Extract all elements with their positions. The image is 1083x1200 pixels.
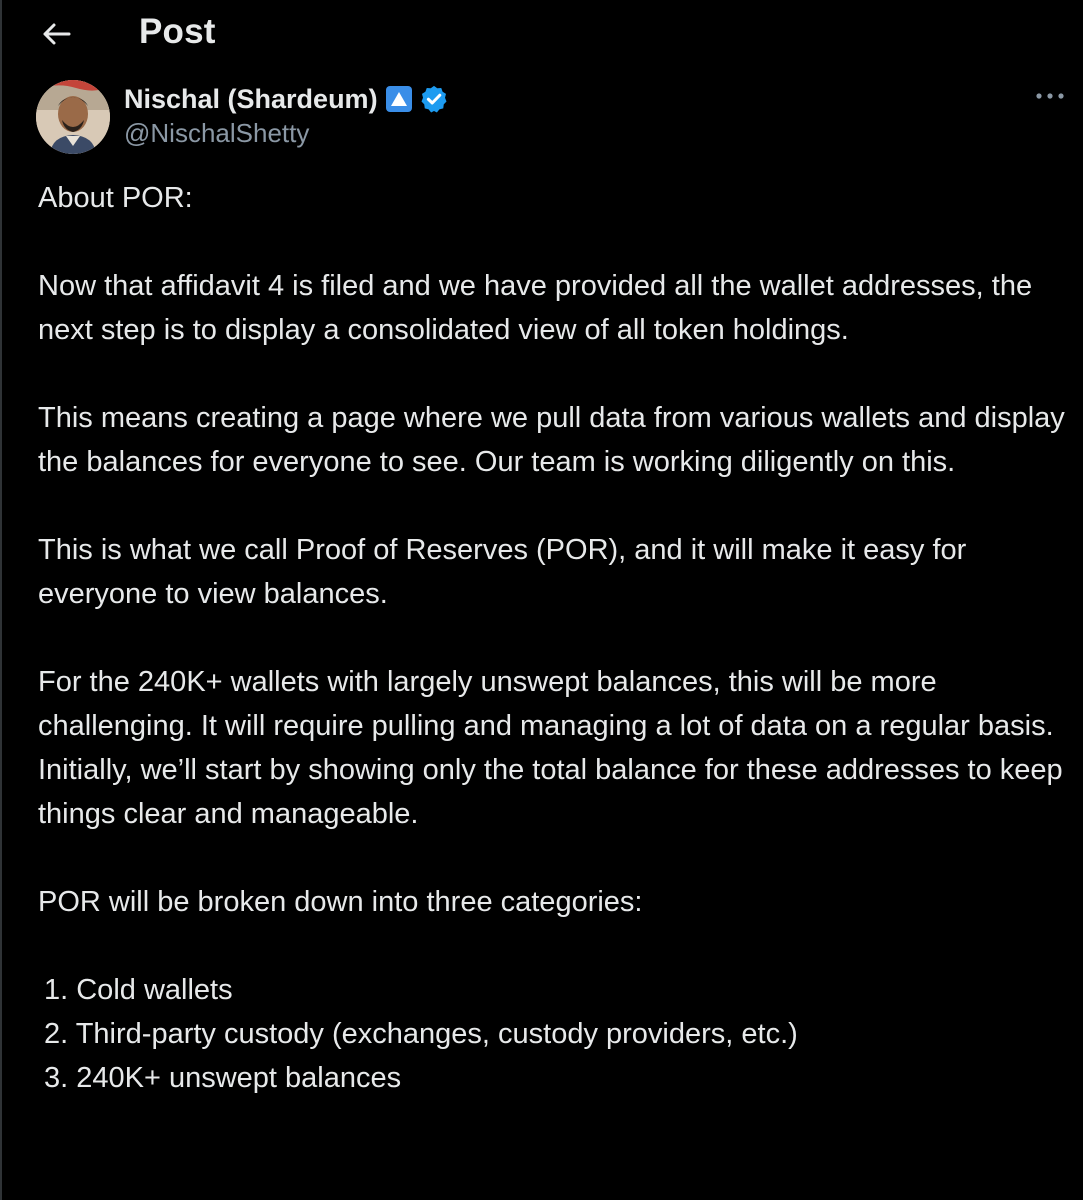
list-item: 3. 240K+ unswept balances: [44, 1062, 402, 1094]
list-item: 2. Third-party custody (exchanges, custody providers, etc.): [44, 1018, 798, 1050]
page-title: Post: [139, 12, 216, 51]
category-list: [38, 968, 1068, 1100]
author-handle[interactable]: @NischalShetty: [124, 118, 310, 148]
post-header: [2, 0, 1083, 68]
more-dots-icon: [1035, 92, 1065, 100]
arrow-left-icon: [41, 22, 71, 46]
post-paragraph-4: This is what we call Proof of Reserves (POR), and it will make it easy for everyone to view balances.: [38, 534, 967, 610]
author-name-row: [124, 82, 449, 116]
author-name[interactable]: Nischal (Shardeum): [124, 83, 378, 114]
avatar-image: [36, 80, 110, 154]
list-item: 1. Cold wallets: [44, 974, 233, 1006]
post-paragraph-2: Now that affidavit 4 is filed and we have provided all the wallet addresses, the next step is to display a consolidated view of all token holdings.: [38, 270, 1033, 346]
post-paragraph-3: This means creating a page where we pull data from various wallets and display the balances for everyone to see. Our team is working diligently on this.: [38, 402, 1065, 478]
back-button[interactable]: [36, 14, 76, 54]
triangle-badge-icon: [386, 86, 412, 112]
post-paragraph-6: POR will be broken down into three categories:: [38, 886, 643, 918]
post-paragraph-1: About POR:: [38, 182, 193, 214]
avatar[interactable]: [36, 80, 110, 154]
more-options-button[interactable]: [1032, 82, 1068, 110]
post-text: [38, 176, 1068, 1100]
post-paragraph-5: For the 240K+ wallets with largely unswept balances, this will be more challenging. It will require pulling and managing a lot of data on a regular basis. Initially, we’ll start by showing only the total balance for these addresses to keep things clear and manageable.: [38, 666, 1063, 830]
verified-badge-icon[interactable]: [419, 84, 449, 114]
